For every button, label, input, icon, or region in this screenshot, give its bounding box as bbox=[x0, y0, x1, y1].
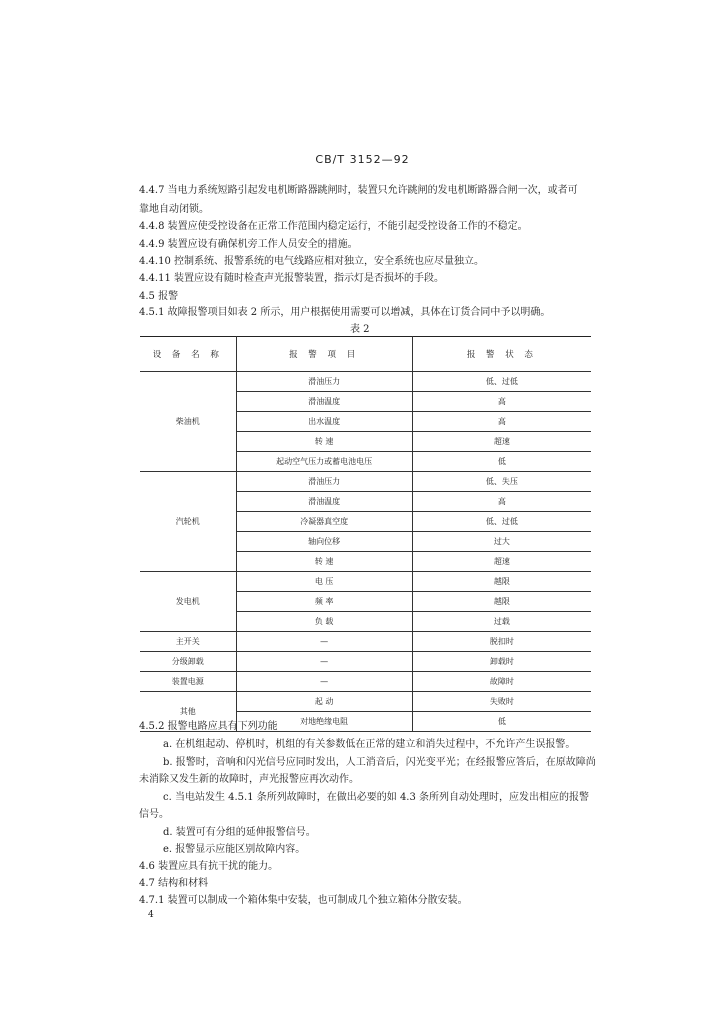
alarm-state-cell: 失败时 bbox=[412, 692, 591, 712]
table-header-row bbox=[140, 337, 591, 372]
alarm-item-cell: 轴向位移 bbox=[236, 532, 412, 552]
alarm-state-cell: 低、过低 bbox=[412, 512, 591, 532]
table-row bbox=[140, 672, 591, 692]
table-body bbox=[140, 372, 591, 732]
table-row bbox=[140, 632, 591, 652]
equipment-name-cell: 柴油机 bbox=[140, 372, 236, 472]
alarm-state-cell: 故障时 bbox=[412, 672, 591, 692]
alarm-item-cell: 滑油温度 bbox=[236, 392, 412, 412]
alarm-state-cell: 低 bbox=[412, 712, 591, 732]
alarm-item-cell: 转 速 bbox=[236, 432, 412, 452]
alarm-state-cell: 过载 bbox=[412, 612, 591, 632]
alarm-item-cell: 滑油温度 bbox=[236, 492, 412, 512]
clause-line: d. 装置可有分组的延伸报警信号。 bbox=[163, 827, 316, 838]
table-row bbox=[140, 692, 591, 712]
alarm-item-cell: 转 速 bbox=[236, 552, 412, 572]
clause-line: 未消除又发生新的故障时，声光报警应再次动作。 bbox=[139, 774, 359, 785]
table-row bbox=[140, 572, 591, 592]
standard-number-header: CB/T 3152—92 bbox=[315, 153, 410, 166]
alarm-item-cell: 滑油压力 bbox=[236, 472, 412, 492]
clause-line: 4.4.8 装置应使受控设备在正常工作范围内稳定运行，不能引起受控设备工作的不稳定。 bbox=[139, 221, 528, 232]
header-alarm-state: 报 警 状 态 bbox=[412, 337, 591, 372]
clause-line: 4.4.9 装置应设有确保机旁工作人员安全的措施。 bbox=[139, 239, 358, 250]
equipment-name-cell: 其他 bbox=[140, 692, 236, 732]
table-row bbox=[140, 652, 591, 672]
header-alarm-item: 报 警 项 目 bbox=[236, 337, 412, 372]
equipment-name-cell: 分级卸载 bbox=[140, 652, 236, 672]
table-caption: 表 2 bbox=[350, 324, 370, 335]
alarm-state-cell: 过大 bbox=[412, 532, 591, 552]
alarm-item-cell: 起 动 bbox=[236, 692, 412, 712]
clause-line: a. 在机组起动、停机时，机组的有关参数低在正常的建立和消失过程中，不允许产生误报警。 bbox=[163, 739, 576, 750]
clause-line: 4.7 结构和材料 bbox=[139, 878, 209, 889]
clause-line: c. 当电站发生 4.5.1 条所列故障时，在做出必要的如 4.3 条所列自动处理时，应发出相应的报警 bbox=[163, 792, 590, 803]
clause-line: 4.5.1 故障报警项目如表 2 所示，用户根据使用需要可以增减，具体在订货合同中予以明确。 bbox=[139, 307, 551, 318]
clause-line: e. 报警显示应能区别故障内容。 bbox=[163, 844, 306, 855]
alarm-state-cell: 高 bbox=[412, 392, 591, 412]
alarm-item-cell: 频 率 bbox=[236, 592, 412, 612]
alarm-state-cell: 高 bbox=[412, 492, 591, 512]
clause-line: 4.4.11 装置应设有随时检查声光报警装置，指示灯是否损坏的手段。 bbox=[139, 273, 444, 284]
clause-line: 信号。 bbox=[139, 809, 169, 820]
alarm-item-cell: 负 载 bbox=[236, 612, 412, 632]
clause-line: 4.7.1 装置可以制成一个箱体集中安装，也可制成几个独立箱体分散安装。 bbox=[139, 895, 468, 906]
alarm-state-cell: 低、过低 bbox=[412, 372, 591, 392]
alarm-state-cell: 脱扣时 bbox=[412, 632, 591, 652]
alarm-state-cell: 低 bbox=[412, 452, 591, 472]
alarm-state-cell: 超速 bbox=[412, 552, 591, 572]
clause-line: b. 报警时，音响和闪光信号应同时发出，人工消音后，闪光变平光；在经报警应答后，在原故障尚 bbox=[163, 757, 596, 768]
page-number: 4 bbox=[148, 910, 154, 920]
alarm-state-cell: 高 bbox=[412, 412, 591, 432]
header-equipment: 设 备 名 称 bbox=[140, 337, 236, 372]
alarm-item-cell: 电 压 bbox=[236, 572, 412, 592]
equipment-name-cell: 主开关 bbox=[140, 632, 236, 652]
equipment-name-cell: 装置电源 bbox=[140, 672, 236, 692]
table-row bbox=[140, 372, 591, 392]
alarm-item-cell: — bbox=[236, 672, 412, 692]
alarm-state-cell: 卸载时 bbox=[412, 652, 591, 672]
clause-line: 4.4.7 当电力系统短路引起发电机断路器跳闸时，装置只允许跳闸的发电机断路器合闸一次，或者可 bbox=[139, 185, 578, 196]
alarm-item-cell: 出水温度 bbox=[236, 412, 412, 432]
equipment-name-cell: 汽轮机 bbox=[140, 472, 236, 572]
alarm-state-cell: 超速 bbox=[412, 432, 591, 452]
alarm-item-cell: 滑油压力 bbox=[236, 372, 412, 392]
clause-line: 4.4.10 控制系统、报警系统的电气线路应相对独立，安全系统也应尽量独立。 bbox=[139, 256, 484, 267]
equipment-name-cell: 发电机 bbox=[140, 572, 236, 632]
table-row bbox=[140, 472, 591, 492]
alarm-state-cell: 越限 bbox=[412, 572, 591, 592]
clause-line: 4.6 装置应具有抗干扰的能力。 bbox=[139, 861, 279, 872]
alarm-item-cell: 对地绝缘电阻 bbox=[236, 712, 412, 732]
clause-line: 靠地自动闭锁。 bbox=[139, 204, 209, 215]
alarm-state-cell: 越限 bbox=[412, 592, 591, 612]
clause-line: 4.5 报警 bbox=[139, 291, 179, 302]
alarm-item-cell: — bbox=[236, 652, 412, 672]
alarm-items-table bbox=[140, 336, 591, 732]
clause-line: 4.5.2 报警电路应具有下列功能 bbox=[139, 721, 278, 732]
alarm-state-cell: 低、失压 bbox=[412, 472, 591, 492]
alarm-item-cell: — bbox=[236, 632, 412, 652]
alarm-item-cell: 冷凝器真空度 bbox=[236, 512, 412, 532]
alarm-item-cell: 起动空气压力或蓄电池电压 bbox=[236, 452, 412, 472]
